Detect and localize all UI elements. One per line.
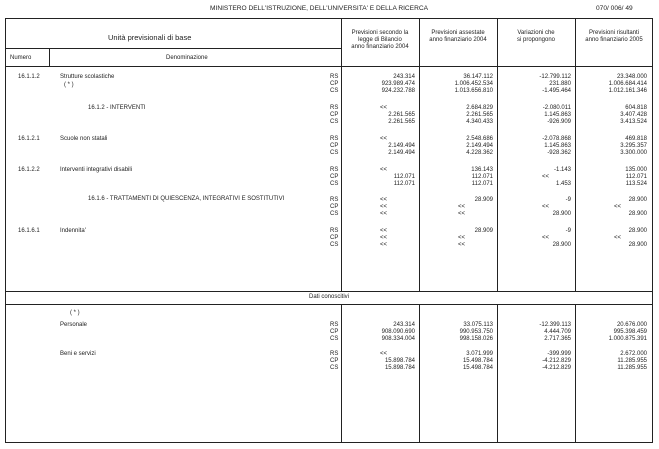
assest-rs: 28.909 — [474, 228, 493, 234]
assest-cp: << — [457, 235, 465, 241]
code-rs: RS — [330, 197, 339, 203]
var-cp: 4.444.709 — [544, 329, 571, 335]
prev-cp: 908.090.690 — [381, 329, 415, 335]
assest-rs: 136.143 — [471, 167, 493, 173]
dati-note-marker: ( * ) — [70, 310, 80, 316]
var-cs: 28.900 — [552, 211, 571, 217]
result-rs: 28.900 — [628, 197, 647, 203]
assest-cs: << — [457, 211, 465, 217]
result-cs: 1.000.875.391 — [608, 336, 647, 342]
prev-cs: 924.232.788 — [381, 88, 415, 94]
var-cs: 2.717.365 — [544, 336, 571, 342]
var-cs: -4.212.829 — [542, 365, 571, 371]
code-cs: CS — [330, 336, 339, 342]
entry-label: Beni e servizi — [60, 351, 96, 357]
ministry-title: MINISTERO DELL'ISTRUZIONE, DELL'UNIVERSITA' E DELLA RICERCA — [210, 5, 428, 12]
prev-rs: 243.314 — [393, 74, 415, 80]
code-rs: RS — [330, 105, 339, 111]
var-cp: << — [541, 174, 549, 180]
var-cp: 231.880 — [549, 81, 571, 87]
prev-cs: << — [379, 211, 387, 217]
var-cs: -928.362 — [547, 150, 571, 156]
entry-note-marker: ( * ) — [64, 82, 74, 88]
var-rs: -12.399.113 — [539, 322, 571, 328]
entry-number: 16.1.1.2 — [18, 74, 40, 80]
result-cs: 28.900 — [628, 242, 647, 248]
prev-rs: << — [379, 167, 387, 173]
var-cp: << — [541, 235, 549, 241]
column-prev2004-header-l1: Previsioni secondo la — [351, 30, 409, 36]
entry-number: 16.1.2.2 — [18, 167, 40, 173]
assest-rs: 2.548.686 — [466, 136, 493, 142]
result-rs: 23.348.000 — [616, 74, 647, 80]
column-assest-header-l1: Previsioni assestate — [431, 30, 485, 36]
entry-number: 16.1.6.1 — [18, 228, 40, 234]
entry-number: 16.1.2.1 — [18, 136, 40, 142]
var-rs: -2.078.868 — [542, 136, 571, 142]
column-prev2004-header-l2: legge di Bilancio — [358, 37, 402, 43]
result-cs: 1.012.161.346 — [608, 88, 647, 94]
entry-label: Strutture scolastiche — [60, 74, 115, 80]
code-rs: RS — [330, 351, 339, 357]
result-cs: 113.524 — [625, 181, 647, 187]
column-assest-header-l2: anno finanziario 2004 — [429, 37, 487, 43]
code-cs: CS — [330, 119, 339, 125]
assest-cp: 1.006.452.534 — [454, 81, 493, 87]
assest-cp: << — [457, 204, 465, 210]
code-cp: CP — [330, 235, 339, 241]
column-result-header-l2: anno finanziario 2005 — [585, 37, 643, 43]
prev-rs: << — [379, 351, 387, 357]
assest-cp: 990.953.750 — [459, 329, 493, 335]
prev-cp: 15.898.784 — [384, 358, 415, 364]
prev-cp: << — [379, 235, 387, 241]
result-cs: 11.285.955 — [617, 365, 647, 371]
assest-cp: 2.149.494 — [466, 143, 493, 149]
assest-cs: 998.158.026 — [459, 336, 493, 342]
assest-cs: 4.340.433 — [466, 119, 493, 125]
prev-rs: 243.314 — [393, 322, 415, 328]
result-rs: 135.000 — [625, 167, 647, 173]
result-rs: 20.676.000 — [616, 322, 647, 328]
column-number-header: Numero — [10, 55, 32, 61]
code-cs: CS — [330, 365, 339, 371]
code-rs: RS — [330, 167, 339, 173]
code-cp: CP — [330, 204, 339, 210]
result-cp: 112.071 — [625, 174, 647, 180]
assest-cs: 1.013.656.810 — [454, 88, 493, 94]
assest-cs: 112.071 — [471, 181, 493, 187]
code-cs: CS — [330, 150, 339, 156]
var-rs: -9 — [565, 197, 571, 203]
assest-cs: << — [457, 242, 465, 248]
prev-rs: << — [379, 136, 387, 142]
code-cp: CP — [330, 143, 339, 149]
code-cp: CP — [330, 329, 339, 335]
entry-label: Interventi integrativi disabili — [60, 167, 133, 173]
page-reference: 070/ 006/ 49 — [596, 5, 633, 12]
code-cp: CP — [330, 358, 339, 364]
code-rs: RS — [330, 228, 339, 234]
code-cs: CS — [330, 211, 339, 217]
result-cp: 3.295.357 — [620, 143, 647, 149]
result-cp: 1.006.684.414 — [608, 81, 647, 87]
assest-cs: 4.228.362 — [466, 150, 493, 156]
prev-cp: 2.149.494 — [388, 143, 415, 149]
var-rs: -9 — [565, 228, 571, 234]
var-rs: -2.080.011 — [542, 105, 571, 111]
prev-cs: 908.334.004 — [381, 336, 415, 342]
prev-cp: 923.989.474 — [381, 81, 415, 87]
assest-cs: 15.498.784 — [462, 365, 493, 371]
prev-cs: << — [379, 242, 387, 248]
assest-cp: 112.071 — [471, 174, 493, 180]
var-cs: -926.909 — [547, 119, 571, 125]
result-rs: 28.900 — [628, 228, 647, 234]
assest-rs: 2.684.829 — [466, 105, 493, 111]
code-rs: RS — [330, 74, 339, 80]
var-cs: 1.453 — [555, 181, 571, 187]
prev-cp: 112.071 — [393, 174, 415, 180]
result-rs: 2.672.000 — [620, 351, 647, 357]
code-cs: CS — [330, 181, 339, 187]
code-rs: RS — [330, 136, 339, 142]
result-cs: 28.900 — [628, 211, 647, 217]
dati-conoscitivi-title: Dati conoscitivi — [308, 294, 349, 300]
result-cp: 995.398.459 — [613, 329, 647, 335]
result-cp: 3.407.428 — [620, 112, 647, 118]
entry-label: Indennita' — [60, 228, 86, 234]
code-rs: RS — [330, 322, 339, 328]
prev-cs: 15.898.784 — [384, 365, 415, 371]
assest-cp: 15.498.784 — [462, 358, 493, 364]
prev-rs: << — [379, 228, 387, 234]
entry-label: Personale — [60, 322, 88, 328]
column-variations-header-l2: si propongono — [516, 37, 556, 43]
code-cp: CP — [330, 81, 339, 87]
var-cp: -4.212.829 — [542, 358, 571, 364]
prev-cs: 2.261.565 — [388, 119, 415, 125]
var-rs: -399.999 — [547, 351, 571, 357]
section-label: 16.1.2 - INTERVENTI — [88, 105, 146, 111]
code-cs: CS — [330, 242, 339, 248]
column-prev2004-header-l3: anno finanziario 2004 — [351, 44, 409, 50]
result-rs: 604.818 — [625, 105, 647, 111]
assest-rs: 3.071.999 — [466, 351, 493, 357]
code-cs: CS — [330, 88, 339, 94]
assest-rs: 28.909 — [474, 197, 493, 203]
code-cp: CP — [330, 174, 339, 180]
assest-rs: 36.147.112 — [463, 74, 493, 80]
result-rs: 469.818 — [625, 136, 647, 142]
code-cp: CP — [330, 112, 339, 118]
prev-cp: 2.261.565 — [388, 112, 415, 118]
prev-rs: << — [379, 197, 387, 203]
entry-label: Scuole non statali — [60, 136, 108, 142]
var-rs: -1.143 — [553, 167, 571, 173]
prev-cs: 2.149.494 — [388, 150, 415, 156]
var-cs: 28.900 — [552, 242, 571, 248]
unit-title: Unità previsionali di base — [108, 33, 192, 42]
var-cp: 1.145.863 — [544, 143, 571, 149]
var-cs: -1.495.464 — [542, 88, 571, 94]
var-cp: << — [541, 204, 549, 210]
column-variations-header-l1: Variazioni che — [517, 30, 555, 36]
column-result-header-l1: Previsioni risultanti — [588, 30, 640, 36]
var-cp: 1.145.863 — [544, 112, 571, 118]
prev-cs: 112.071 — [393, 181, 415, 187]
result-cp: << — [613, 204, 621, 210]
var-rs: -12.799.112 — [539, 74, 571, 80]
assest-rs: 33.075.113 — [463, 322, 493, 328]
prev-rs: << — [379, 105, 387, 111]
assest-cp: 2.261.565 — [466, 112, 493, 118]
section-label: 16.1.6 - TRATTAMENTI DI QUIESCENZA, INTEGRATIVI E SOSTITUTIVI — [88, 196, 285, 202]
column-denomination-header: Denominazione — [166, 55, 208, 61]
result-cs: 3.300.000 — [620, 150, 647, 156]
result-cp: << — [613, 235, 621, 241]
result-cs: 3.413.524 — [620, 119, 647, 125]
prev-cp: << — [379, 204, 387, 210]
result-cp: 11.285.955 — [617, 358, 647, 364]
